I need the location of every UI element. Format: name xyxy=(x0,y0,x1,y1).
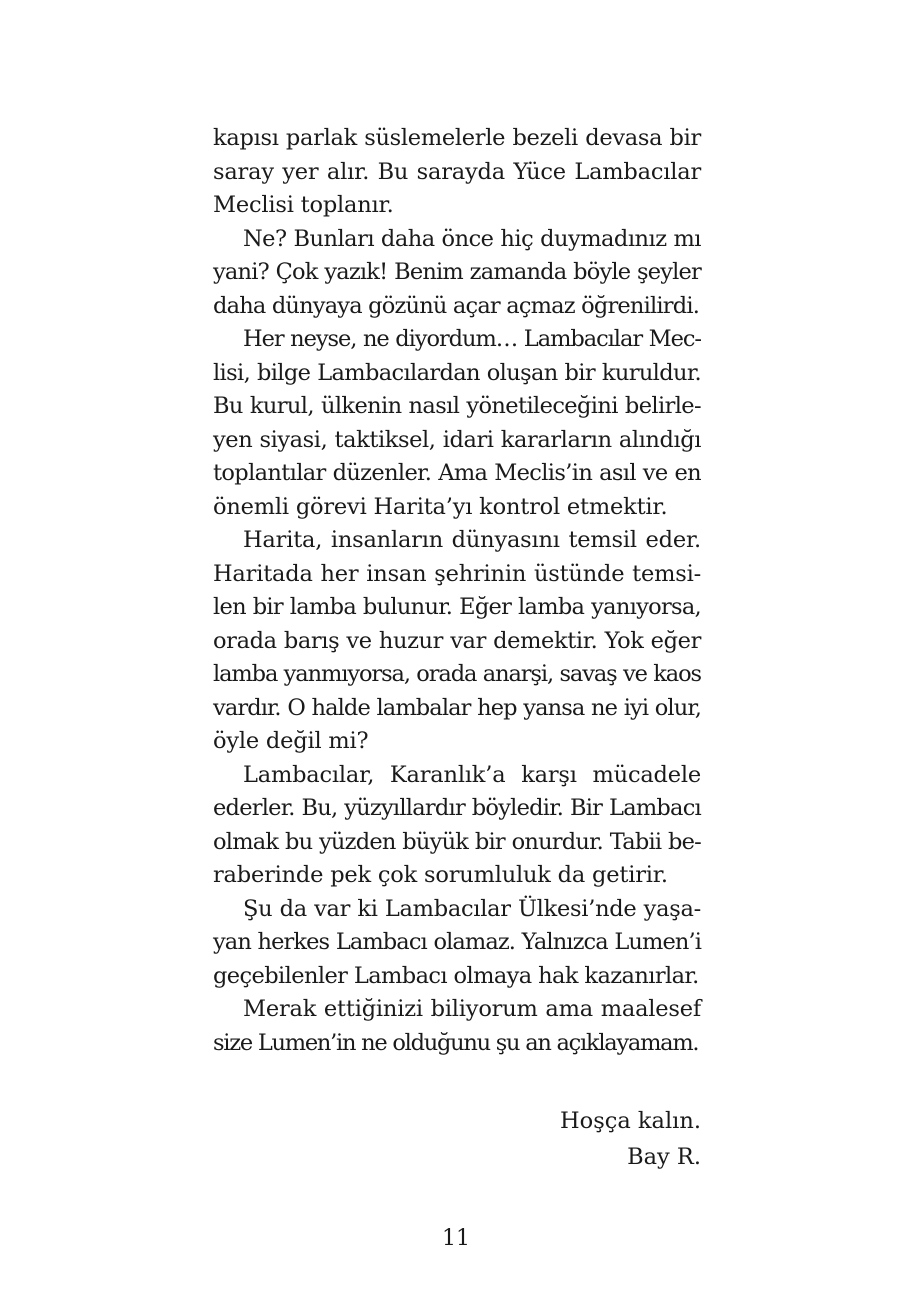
paragraph xyxy=(213,893,701,994)
page-number: 11 xyxy=(442,1226,470,1251)
text-line: saray yer alır. Bu sarayda Yüce Lambacılar xyxy=(213,158,701,185)
text-line: Harita, insanların dünyasını temsil eder. xyxy=(243,527,701,553)
paragraph xyxy=(213,993,701,1060)
text-line: Şu da var ki Lambacılar Ülkesi’nde yaşa- xyxy=(243,895,701,922)
text-line: Meclisi toplanır. xyxy=(213,192,394,218)
paragraph xyxy=(213,524,701,759)
paragraph xyxy=(213,122,701,223)
text-line: daha dünyaya gözünü açar açmaz öğrenilirdi. xyxy=(213,292,700,319)
text-line: len bir lamba bulunur. Eğer lamba yanıyorsa, xyxy=(213,594,701,620)
text-line: ederler. Bu, yüzyıllardır böyledir. Bir Lambacı xyxy=(213,795,701,821)
paragraph xyxy=(213,223,701,324)
text-line: yan herkes Lambacı olamaz. Yalnızca Lumen’i xyxy=(213,929,701,955)
text-line: öyle değil mi? xyxy=(213,728,369,754)
text-line: Ne? Bunları daha önce hiç duymadınız mı xyxy=(243,225,701,252)
paragraph xyxy=(213,759,701,893)
text-line: Her neyse, ne diyordum… Lambacılar Mec- xyxy=(243,326,701,352)
text-line: Bu kurul, ülkenin nasıl yönetileceğini belirle- xyxy=(213,393,701,419)
text-line: vardır. O halde lambalar hep yansa ne iyi olur, xyxy=(213,694,701,721)
text-line: olmak bu yüzden büyük bir onurdur. Tabii be- xyxy=(213,828,701,855)
paragraph xyxy=(213,323,701,524)
text-line: yani? Çok yazık! Benim zamanda böyle şeyler xyxy=(213,259,701,285)
signoff xyxy=(560,1103,701,1175)
text-line: yen siyasi, taktiksel, idari kararların alındığı xyxy=(213,426,701,453)
text-line: kapısı parlak süslemelerle bezeli devasa bir xyxy=(213,125,701,151)
text-line: Haritada her insan şehrinin üstünde temsi- xyxy=(213,560,701,587)
text-line: lamba yanmıyorsa, orada anarşi, savaş ve kaos xyxy=(213,661,701,687)
text-line: geçebilenler Lambacı olmaya hak kazanırlar. xyxy=(213,962,699,989)
text-line: orada barış ve huzur var demektir. Yok eğer xyxy=(213,627,701,654)
text-line: Merak ettiğinizi biliyorum ama maalesef xyxy=(243,996,701,1022)
text-line: toplantılar düzenler. Ama Meclis’in asıl ve en xyxy=(213,460,701,486)
author-signature: Bay R. xyxy=(627,1144,701,1170)
body-text xyxy=(213,122,701,1060)
text-line: lisi, bilge Lambacılardan oluşan bir kuruldur. xyxy=(213,359,701,386)
text-line: önemli görevi Harita’yı kontrol etmektir. xyxy=(213,493,668,520)
text-line: raberinde pek çok sorumluluk da getirir. xyxy=(213,862,668,888)
farewell-line: Hoşça kalın. xyxy=(560,1108,701,1134)
text-line: size Lumen’in ne olduğunu şu an açıklayamam. xyxy=(213,1029,699,1056)
text-line: Lambacılar, Karanlık’a karşı mücadele xyxy=(243,761,701,788)
